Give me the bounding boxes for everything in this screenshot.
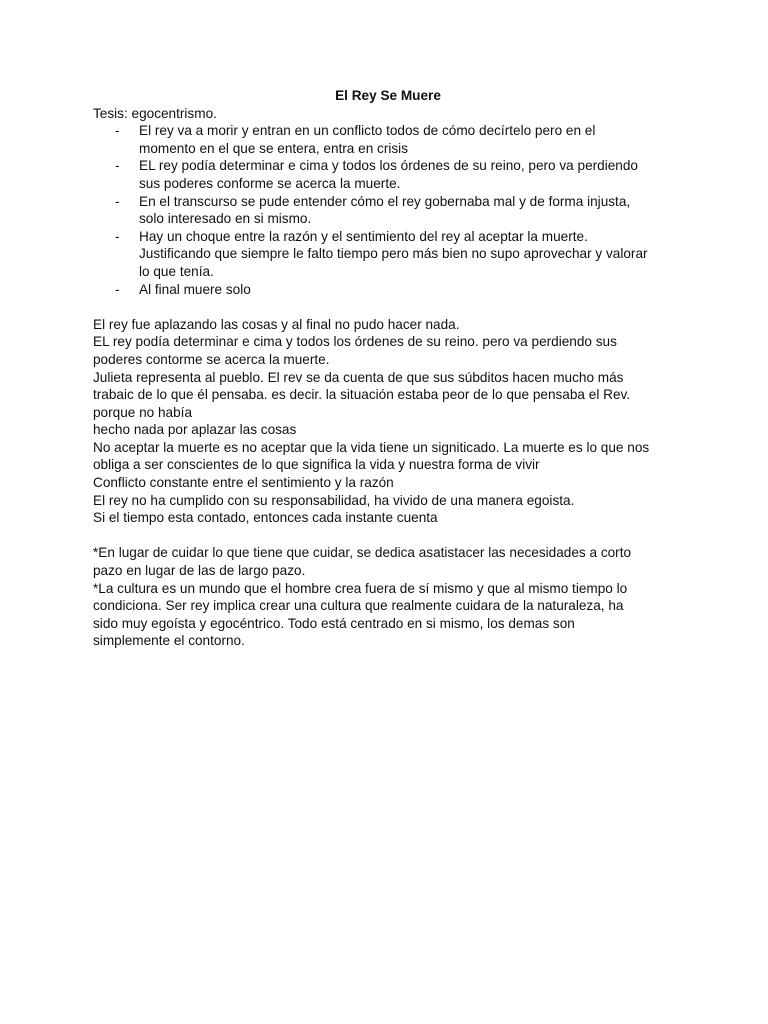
bullet-dash: -	[115, 228, 120, 244]
note-line: EL rey podía determinar e cima y todos los órdenes de su reino. pero va perdiendo sus	[93, 334, 617, 350]
note-line: trabaic de lo que él pensaba. es decir. la situación estaba peor de lo que pensaba el Rev.	[93, 387, 631, 403]
starred-line: *En lugar de cuidar lo que tiene que cuidar, se dedica asatistacer las necesidades a corto	[93, 545, 632, 561]
bullet-text: Al final muere solo	[139, 281, 251, 297]
document-page	[93, 87, 683, 650]
bullet-item	[93, 281, 683, 299]
thesis-line: Tesis: egocentrismo.	[93, 105, 217, 121]
bullet-item	[93, 157, 683, 192]
bullet-text: EL rey podía determinar e cima y todos los órdenes de su reino, pero va perdiendo sus poderes conforme se acerca la muerte.	[139, 158, 638, 191]
bullet-dash: -	[115, 281, 120, 297]
bullet-dash: -	[115, 193, 120, 209]
starred-line: pazo en lugar de las de largo pazo.	[93, 563, 306, 579]
starred-section	[93, 544, 683, 650]
bullet-item	[93, 228, 683, 281]
note-line: El rey fue aplazando las cosas y al final no pudo hacer nada.	[93, 316, 460, 332]
note-line: hecho nada por aplazar las cosas	[93, 422, 297, 438]
note-line: No aceptar la muerte es no aceptar que la vida tiene un signiticado. La muerte es lo que nos	[93, 439, 650, 455]
bullet-item	[93, 122, 683, 157]
starred-line: sido muy egoísta y egocéntrico. Todo está centrado en si mismo, los demas son	[93, 615, 575, 631]
note-line: Conflicto constante entre el sentimiento y la razón	[93, 475, 394, 491]
note-line: poderes contorme se acerca la muerte.	[93, 351, 330, 367]
note-line: Julieta representa al pueblo. El rev se da cuenta de que sus súbditos hacen mucho más	[93, 369, 624, 385]
starred-line: simplemente el contorno.	[93, 633, 245, 649]
notes-section	[93, 316, 683, 527]
document-title: El Rey Se Muere	[335, 88, 441, 103]
bullet-dash: -	[115, 158, 120, 174]
bullet-item	[93, 193, 683, 228]
starred-line: *La cultura es un mundo que el hombre crea fuera de sí mismo y que al mismo tiempo lo	[93, 580, 628, 596]
paragraph-spacer	[93, 298, 683, 316]
note-line: porque no había	[93, 404, 193, 420]
note-line: Si el tiempo esta contado, entonces cada instante cuenta	[93, 510, 438, 526]
bullet-text: Hay un choque entre la razón y el sentimiento del rey al aceptar la muerte. Justificando que siempre le falto tiempo pero más bien no supo aprovechar y valorar lo que tenía.	[139, 228, 648, 279]
starred-line: condiciona. Ser rey implica crear una cultura que realmente cuidara de la naturaleza, ha	[93, 598, 624, 614]
bullet-text: En el transcurso se pude entender cómo el rey gobernaba mal y de forma injusta, solo interesado en si mismo.	[139, 193, 631, 227]
note-line: obliga a ser conscientes de lo que significa la vida y nuestra forma de vivir	[93, 457, 540, 473]
bullet-text: El rey va a morir y entran en un conflicto todos de cómo decírtelo pero en el momento en el que se entera, entra en crisis	[139, 123, 596, 156]
bullet-dash: -	[115, 123, 120, 139]
thesis-bullet-list	[93, 122, 683, 298]
note-line: El rey no ha cumplido con su responsabilidad, ha vivido de una manera egoista.	[93, 492, 575, 508]
paragraph-spacer	[93, 527, 683, 545]
